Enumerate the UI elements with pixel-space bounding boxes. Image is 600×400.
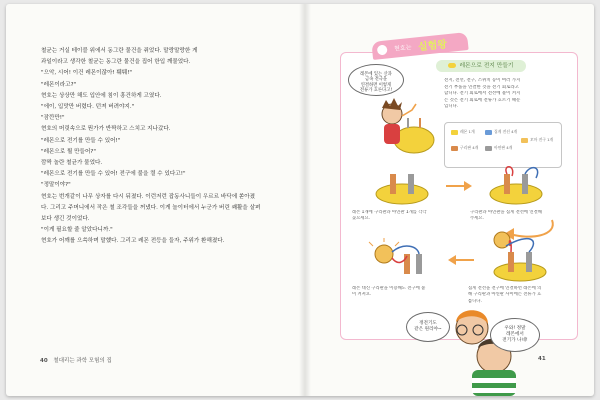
tip-bubble (348, 64, 404, 96)
step4-illustration (480, 228, 558, 284)
tab-dot-icon (377, 44, 388, 55)
step3-illustration (364, 238, 444, 280)
lemon-mark-icon (448, 63, 456, 68)
story-paragraph: "에이, 입맛만 버렸다. 던져 버려야지." (41, 104, 135, 111)
story-paragraph: "레몬이라고?" (41, 81, 77, 88)
story-paragraph: 깜짝 놀란 철균가 물었다. (41, 160, 103, 167)
speech-line: 우와! 정말 (504, 326, 526, 331)
tip-line: 전류가 흐른다고! (359, 88, 393, 94)
left-folio (40, 356, 112, 364)
lemon-icon (451, 130, 458, 135)
speech-line: 같은 원리야~ (414, 327, 442, 332)
materials-box (444, 122, 562, 168)
material-item (521, 137, 553, 143)
zinc-plate-icon (485, 146, 492, 151)
tab-label-big: 실험왕 (417, 39, 448, 54)
story-paragraph: "레몬으로 뭘 만들어?" (41, 148, 96, 155)
material-item (485, 129, 517, 135)
material-item (451, 145, 478, 151)
intro-line: 는 것은 전기 회로에 전류가 흐르기 때문 (444, 97, 521, 103)
story-paragraph: 현호는 번개같이 나무 상자를 다시 뒤졌다. 이런저런 잡동사니들이 우르르 바닥에 쏟아졌다. 그리고 주머니에서 작은 철 조각들을 꺼냈다. 이게 놀이터에서 누군가 버린 쾌활을 살펴보다 생긴 것이었다. (41, 193, 261, 223)
tip-line: 레몬에 있는 산과 (360, 72, 392, 77)
story-paragraph: 현호는 상상만 해도 입안에 침이 흥건하게 고였다. (41, 92, 162, 99)
intro-line: 합니다. 전기 회로에서 전선에 불이 켜지 (444, 91, 521, 97)
intro-line: 전기 부품을 연결한 것을 전기 회로라고 (444, 84, 519, 90)
material-label: 아연판 4개 (494, 145, 513, 150)
right-page-number: 41 (538, 356, 546, 362)
intro-line: 전지, 전선, 전구, 스위치 등이 여러 가지 (444, 78, 521, 83)
caption-line: 이 켜져요. (352, 292, 372, 298)
story-paragraph: "이게 필요할 줄 알았다니까." (41, 227, 113, 234)
book-gutter (299, 4, 311, 396)
story-paragraph: "레몬으로 전기를 만들 수 있어! 전구에 불을 켤 수 있다고!" (41, 171, 186, 178)
speech-line: 정전기도 (419, 321, 437, 326)
caption-line: 레몬 1개에 구리판과 아연판 1개를 각각 (352, 210, 427, 215)
experiment-title (436, 60, 526, 72)
material-item (485, 145, 512, 151)
story-paragraph: 과일이라고 생각한 철균는 동그란 물건을 집어 한입 깨물었다. (41, 59, 191, 66)
caption-line: 릅니다. (468, 298, 482, 304)
running-title: 철대리는 과학 모험의 집 (53, 358, 112, 364)
material-label: 구리판 4개 (460, 145, 479, 150)
bulb-icon (521, 138, 528, 143)
story-paragraph: 철균는 거실 테이블 위에서 동그란 물건을 쥐었다. 말랑말랑한 게 (41, 48, 198, 54)
tab-label-small: 현호는 (393, 43, 412, 53)
tip-line: 금속 전극을 (364, 77, 388, 83)
intro-text (444, 78, 568, 111)
story-paragraph: "정말이야?" (41, 182, 71, 189)
story-paragraph: 현호가 어깨를 으쓱하며 말했다. 그리고 레몬 전등을 들자, 주위가 환해졌다. (41, 238, 225, 245)
arrow-right-icon (444, 178, 474, 194)
tip-line: 연결하면 이렇게 (360, 82, 392, 88)
copper-plate-icon (451, 146, 458, 151)
caption-line: 주세요. (470, 216, 484, 222)
speech-line: 전기가 나네! (502, 338, 528, 343)
caption-line: 해 구리판과 아연판 사이에는 전류가 흐 (468, 292, 542, 298)
caption-line: 구리판과 아연판을 집게 전선에 연결해 (470, 210, 542, 215)
speech-left (406, 312, 450, 342)
boy-with-lemon-illustration (374, 96, 438, 160)
speech-right (490, 318, 540, 352)
step1-illustration (362, 170, 440, 206)
material-label: 집게 전선 4개 (494, 129, 518, 134)
story-paragraph: "으악, 시어! 이건 레몬이잖아! 퉤퉤!" (41, 70, 133, 77)
caption-line: 레몬 대신 구리판을 이용해도 전구에 불 (352, 286, 426, 291)
clip-wire-icon (485, 130, 492, 135)
step2-illustration (476, 164, 556, 208)
step1-caption (352, 210, 452, 223)
experiment-title-text: 레몬으로 전지 만들기 (459, 63, 514, 69)
caption-line: 꽂으세요. (352, 216, 370, 222)
material-item (451, 129, 475, 135)
intro-line: 입니다. (444, 104, 459, 110)
page-number: 40 (40, 358, 48, 364)
arrow-left-icon (446, 252, 476, 268)
story-paragraph: 현호의 머릿속으로 뭔가가 반짝하고 스치고 지나갔다. (41, 126, 171, 133)
story-paragraph: "레몬으로 전기를 만들 수 있어!" (41, 137, 121, 144)
caption-line: 집게 전선을 전구에 연결하면 레몬에 의 (468, 286, 542, 291)
story-text (41, 46, 261, 248)
speech-line: 레몬에서 (506, 332, 524, 337)
story-paragraph: "잠깐만!" (41, 115, 65, 122)
material-label: 레몬 1개 (460, 129, 475, 134)
step3-caption (352, 286, 452, 299)
material-label: 꼬마 전구 1개 (530, 137, 554, 142)
